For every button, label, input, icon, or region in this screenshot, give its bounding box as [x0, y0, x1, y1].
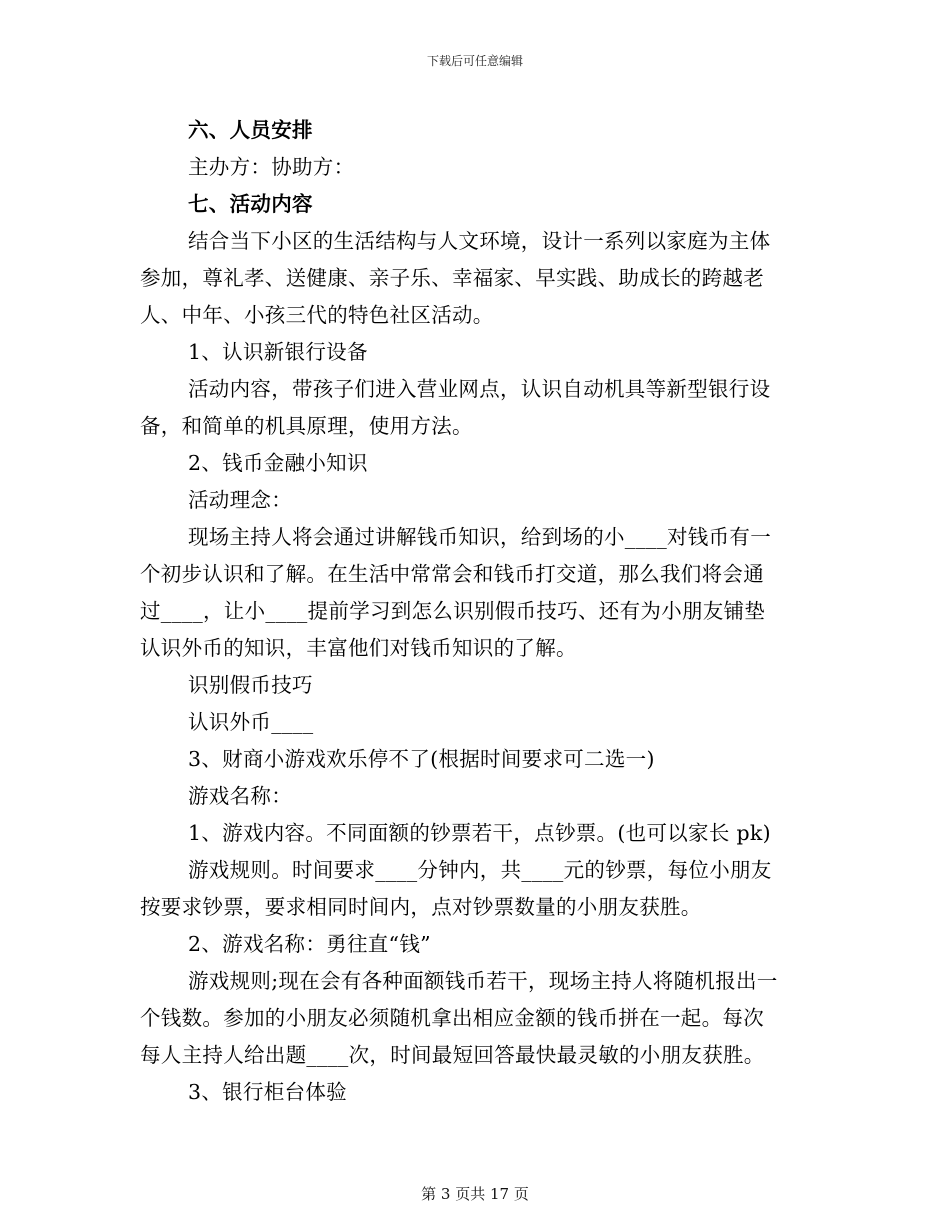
paragraph-line: 认识外币的知识，丰富他们对钱币知识的了解。	[140, 636, 577, 660]
subsection-heading: 3、财商小游戏欢乐停不了(根据时间要求可二选一)	[188, 747, 655, 771]
subsection-heading: 3、银行柜台体验	[188, 1080, 347, 1104]
paragraph-line: 人、中年、小孩三代的特色社区活动。	[140, 303, 494, 327]
paragraph-line: 按要求钞票，要求相同时间内，点对钞票数量的小朋友获胜。	[140, 895, 702, 919]
paragraph-line: 主办方：协助方：	[188, 155, 355, 179]
subsection-heading: 2、游戏名称：勇往直“钱”	[188, 932, 431, 956]
paragraph-line: 游戏规则。时间要求____分钟内，共____元的钞票，每位小朋友	[188, 858, 772, 882]
paragraph-line: 个钱数。参加的小朋友必须随机拿出相应金额的钱币拼在一起。每次	[140, 1006, 764, 1030]
page-footer: 第 3 页共 17 页	[421, 1185, 529, 1203]
paragraph-line: 备，和简单的机具原理，使用方法。	[140, 414, 473, 438]
paragraph-line: 认识外币____	[188, 710, 314, 734]
section-heading: 七、活动内容	[188, 192, 313, 216]
paragraph-line: 游戏名称：	[188, 784, 292, 808]
paragraph-line: 个初步认识和了解。在生活中常常会和钱币打交道，那么我们将会通	[140, 562, 764, 586]
paragraph-line: 每人主持人给出题____次，时间最短回答最快最灵敏的小朋友获胜。	[140, 1043, 765, 1067]
subsection-heading: 1、认识新银行设备	[188, 340, 368, 364]
paragraph-line: 过____，让小____提前学习到怎么识别假币技巧、还有为小朋友铺垫	[140, 599, 766, 623]
paragraph-line: 活动理念：	[188, 488, 292, 512]
paragraph-line: 结合当下小区的生活结构与人文环境，设计一系列以家庭为主体	[188, 229, 771, 253]
page-header: 下载后可任意编辑	[426, 54, 523, 68]
paragraph-line: 现场主持人将会通过讲解钱币知识，给到场的小____对钱币有一	[188, 525, 771, 549]
paragraph-line: 1、游戏内容。不同面额的钞票若干，点钞票。(也可以家长 pk)	[188, 821, 771, 845]
section-heading: 六、人员安排	[188, 118, 313, 142]
page-content	[140, 112, 810, 1111]
paragraph-line: 游戏规则;现在会有各种面额钱币若干，现场主持人将随机报出一	[188, 969, 778, 993]
paragraph-line: 识别假币技巧	[188, 673, 313, 697]
paragraph-line: 参加，尊礼孝、送健康、亲子乐、幸福家、早实践、助成长的跨越老	[140, 266, 764, 290]
paragraph-line: 活动内容，带孩子们进入营业网点，认识自动机具等新型银行设	[188, 377, 771, 401]
subsection-heading: 2、钱币金融小知识	[188, 451, 368, 475]
